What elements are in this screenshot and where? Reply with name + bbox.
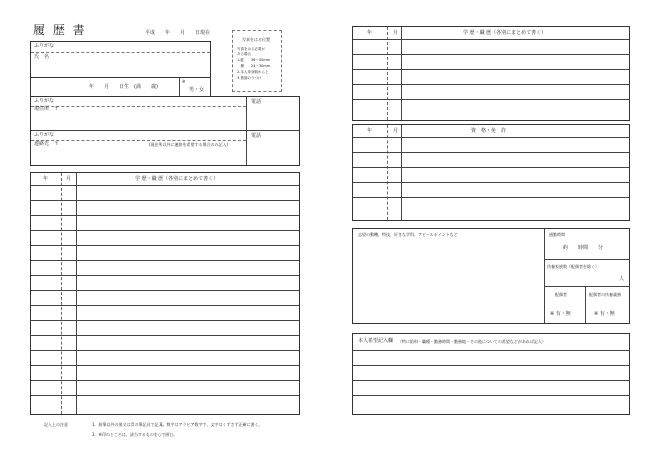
spouse-divider [585,286,586,323]
left-history-table[interactable] [30,172,300,415]
birth-sex-divider [179,78,180,96]
license-year-month-divider [387,125,388,220]
wishes-row-line [353,395,629,396]
address-contact-divider [31,130,299,131]
date-line: 平成 年 月 日現在 [145,30,211,36]
left-year-month-divider [61,173,62,414]
left-year-header: 年 [43,176,49,182]
left-month-content-divider [76,173,77,414]
left-row-line [31,275,299,276]
license-row-line [353,137,629,138]
right-history-header: 学 歴・職 歴（各別にまとめて書く） [463,30,547,36]
right-year-header: 年 [367,30,373,36]
motivation-input[interactable] [356,241,541,321]
license-row-line [353,152,629,153]
left-row-line [31,395,299,396]
phone-input-1[interactable] [249,107,297,127]
photo-line-4: 横 24〜30mm [237,64,271,68]
wishes-label: 本人希望記入欄 [358,338,394,344]
address-furigana-divider [31,106,246,107]
address-phone-divider [246,97,247,165]
address-block [30,96,300,166]
photo-line-5: 2.本人単身胸から上 [237,70,269,74]
commute-divider [544,259,629,260]
photo-line-2: ある場合 [237,52,251,56]
contact-label: 連絡先 〒 [34,141,60,147]
photo-line-6: 3.裏面のりづけ [237,76,262,80]
wishes-block[interactable] [352,333,630,415]
address-furigana: ふりがな [34,98,55,104]
left-row-line [31,245,299,246]
right-row-line [353,54,629,55]
name-label: 氏 名 [34,54,50,60]
phone-label-2: 電話 [251,133,262,139]
footer-note-2: 2．数字はアラビア数字で、文字はくずさず正確に書く。 [160,422,263,427]
dependents-label: 扶養家族数（配偶者を除く） [547,264,599,269]
right-row-line [353,99,629,100]
motivation-block [352,228,630,324]
license-row-line [353,167,629,168]
spouse-support-label: 配偶者の扶養義務 [589,292,621,297]
address-input[interactable] [71,108,241,128]
license-table[interactable] [352,124,630,221]
right-month-header: 月 [393,30,399,36]
commute-value[interactable]: 約 時間 分 [563,245,604,251]
photo-heading: 写真をはる位置 [242,37,270,42]
footer-note-3: 3．※印のところは、該当するものを○で囲む。 [92,432,178,437]
birth-text: 年 月 日生 (満 歳) [89,84,158,90]
right-row-line [353,39,629,40]
birth-row [30,77,211,97]
wishes-row-line [353,350,629,351]
right-row-line [353,84,629,85]
left-history-header: 学 歴・職 歴（各別にまとめて書く） [135,176,219,182]
left-row-line [31,380,299,381]
photo-line-1: 写真をはる必要が [237,47,265,51]
sex-options[interactable]: 男・女 [189,87,205,93]
footer-note-1: 1．鉛筆以外の黒又は青の筆記具で記入。 [92,422,167,427]
left-row-line [31,200,299,201]
license-row-line [353,197,629,198]
left-row-line [31,290,299,291]
contact-note: (現住所以外に連絡を希望する場合のみ記入) [149,142,229,147]
name-divider [31,52,210,53]
left-row-line [31,365,299,366]
name-input[interactable] [56,54,206,78]
phone-label-1: 電話 [251,99,262,105]
left-row-line [31,260,299,261]
photo-box[interactable] [232,30,282,92]
license-header: 資 格・免 許 [471,128,507,134]
address-label: 現住所 〒 [34,106,60,112]
left-row-line [31,320,299,321]
left-row-line [31,335,299,336]
name-furigana-label: ふりがな [34,43,55,49]
contact-input[interactable] [71,149,241,163]
spouse-value[interactable]: ※ 有・無 [550,311,571,317]
contact-furigana: ふりがな [34,132,55,138]
phone-input-2[interactable] [249,141,297,163]
contact-furigana-divider [31,140,246,141]
license-month-header: 月 [393,128,399,134]
left-row-line [31,305,299,306]
motivation-label: 志望の動機、特技、好きな学科、アピールポイントなど [358,232,458,237]
spouse-label: 配偶者 [555,292,567,297]
footer-heading: 記入上の注意 [44,422,68,427]
commute-label: 通勤時間 [549,232,565,237]
right-row-line [353,69,629,70]
wishes-note: （特に給料・職種・勤務時間・勤務地・その他についての希望などがあれば記入） [398,339,546,344]
sex-note: ※ [182,79,186,84]
license-month-content-divider [401,125,402,220]
dependents-divider [544,286,629,287]
left-row-line [31,350,299,351]
dependents-unit[interactable]: 人 [619,276,625,282]
left-month-header: 月 [66,176,72,182]
resume-title: 履 歴 書 [33,23,87,37]
wishes-row-line [353,380,629,381]
right-month-content-divider [401,27,402,120]
spouse-support-value[interactable]: ※ 有・無 [594,311,615,317]
motivation-side-divider [544,229,545,323]
left-row-line [31,230,299,231]
wishes-row-line [353,365,629,366]
left-row-line [31,185,299,186]
right-history-table[interactable] [352,26,630,121]
right-year-month-divider [387,27,388,120]
license-row-line [353,182,629,183]
license-year-header: 年 [367,128,373,134]
left-row-line [31,215,299,216]
photo-line-3: 1.縦 36〜40mm [237,58,271,62]
